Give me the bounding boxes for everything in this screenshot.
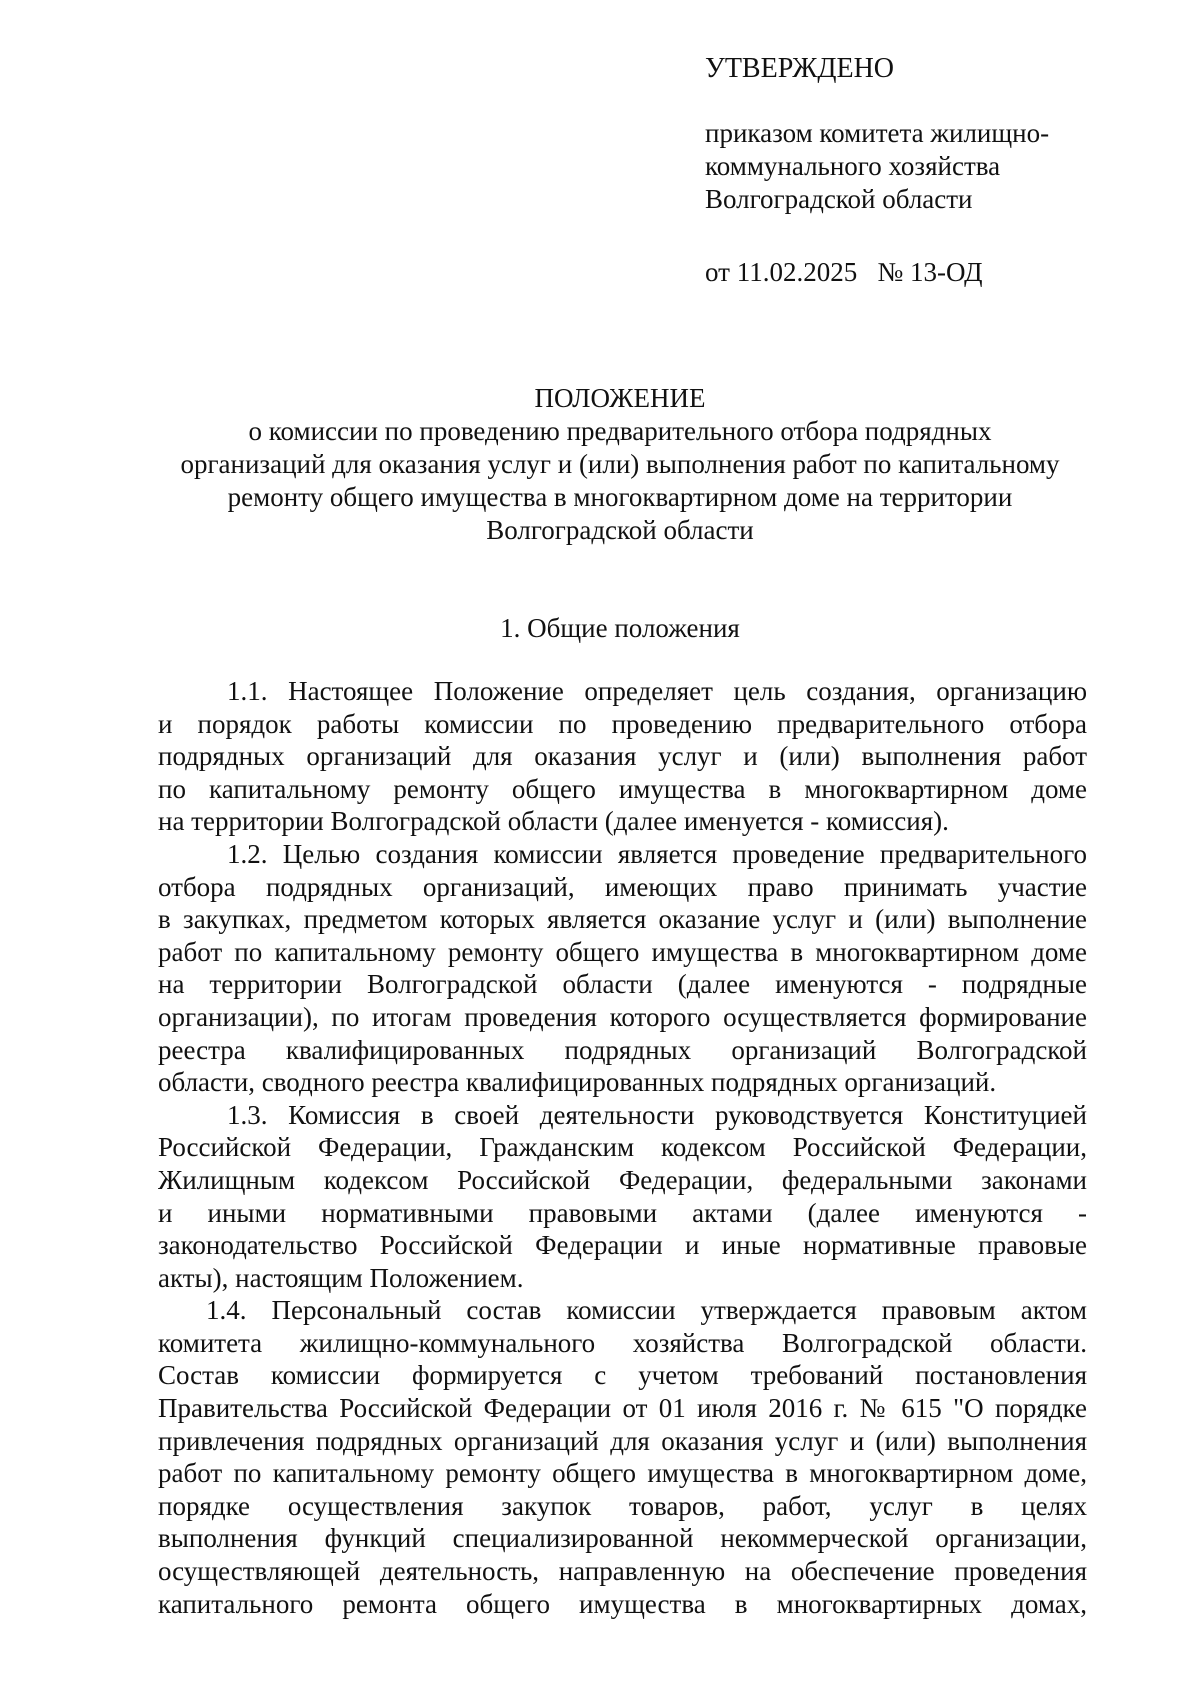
paragraph-line: 1.4. Персональный состав комиссии утверждается правовым актом [206, 1295, 1087, 1326]
paragraph-line: работ по капитальному ремонту общего имущества в многоквартирном доме, [158, 1458, 1087, 1489]
title-line: о комиссии по проведению предварительного отбора подрядных [248, 416, 992, 446]
paragraph-line: области, сводного реестра квалифицированных подрядных организаций. [158, 1067, 997, 1098]
paragraph-line: и порядок работы комиссии по проведению предварительного отбора [158, 708, 1087, 739]
paragraph-line: работ по капитальному ремонту общего имущества в многоквартирном доме [158, 936, 1087, 967]
paragraph-line: законодательство Российской Федерации и иные нормативные правовые [158, 1230, 1087, 1261]
paragraph-line: привлечения подрядных организаций для оказания услуг и (или) выполнения [158, 1425, 1087, 1456]
paragraph-line: и иными нормативными правовыми актами (далее именуются - [158, 1197, 1087, 1228]
approval-order-line: коммунального хозяйства [705, 151, 1001, 181]
paragraph-line: Жилищным кодексом Российской Федерации, федеральными законами [158, 1164, 1087, 1195]
paragraph-line: акты), настоящим Положением. [158, 1262, 524, 1293]
paragraph-line: на территории Волгоградской области (далее именуются - подрядные [158, 969, 1087, 1000]
paragraph-line: 1.3. Комиссия в своей деятельности руководствуется Конституцией [227, 1099, 1087, 1130]
paragraph-line: в закупках, предметом которых является оказание услуг и (или) выполнение [158, 904, 1087, 935]
paragraph-line: осуществляющей деятельность, направленную на обеспечение проведения [158, 1556, 1087, 1587]
paragraph-line: подрядных организаций для оказания услуг и (или) выполнения работ [158, 741, 1087, 772]
approval-block [705, 52, 1145, 289]
approval-order-line: приказом комитета жилищно- [705, 118, 1050, 148]
section-body [158, 675, 1087, 1620]
document-title [150, 382, 1090, 547]
paragraph-line: Российской Федерации, Гражданским кодексом Российской Федерации, [158, 1132, 1087, 1163]
paragraph-line: порядке осуществления закупок товаров, работ, услуг в целях [158, 1490, 1087, 1521]
paragraph-line: Состав комиссии формируется с учетом требований постановления [158, 1360, 1087, 1391]
approval-order [705, 117, 1145, 216]
paragraph-line: организации), по итогам проведения которого осуществляется формирование [158, 1001, 1087, 1032]
paragraph-line: 1.1. Настоящее Положение определяет цель создания, организацию [227, 676, 1087, 706]
approval-date-number: от 11.02.2025 № 13-ОД [705, 257, 983, 287]
title-line: ремонту общего имущества в многоквартирном доме на территории [227, 482, 1013, 512]
title-line: Волгоградской области [486, 515, 754, 545]
section-heading: 1. Общие положения [500, 613, 740, 643]
paragraph-line: по капитальному ремонту общего имущества в многоквартирном доме [158, 773, 1087, 804]
paragraph-line: реестра квалифицированных подрядных организаций Волгоградской [158, 1034, 1087, 1065]
paragraph-line: на территории Волгоградской области (далее именуется - комиссия). [158, 806, 949, 837]
approval-order-line: Волгоградской области [705, 184, 973, 214]
paragraph-line: капитального ремонта общего имущества в многоквартирных домах, [158, 1588, 1087, 1619]
title-line: организаций для оказания услуг и (или) выполнения работ по капитальному [180, 449, 1060, 479]
paragraph-line: комитета жилищно-коммунального хозяйства Волгоградской области. [158, 1327, 1087, 1358]
approved-label: УТВЕРЖДЕНО [705, 53, 895, 84]
paragraph-line: 1.2. Целью создания комиссии является проведение предварительного [227, 838, 1087, 869]
paragraph-line: Правительства Российской Федерации от 01 июля 2016 г. № 615 "О порядке [158, 1393, 1087, 1424]
paragraph-line: отбора подрядных организаций, имеющих право принимать участие [158, 871, 1087, 902]
title-heading: ПОЛОЖЕНИЕ [534, 383, 706, 413]
paragraph-line: выполнения функций специализированной некоммерческой организации, [158, 1523, 1087, 1554]
